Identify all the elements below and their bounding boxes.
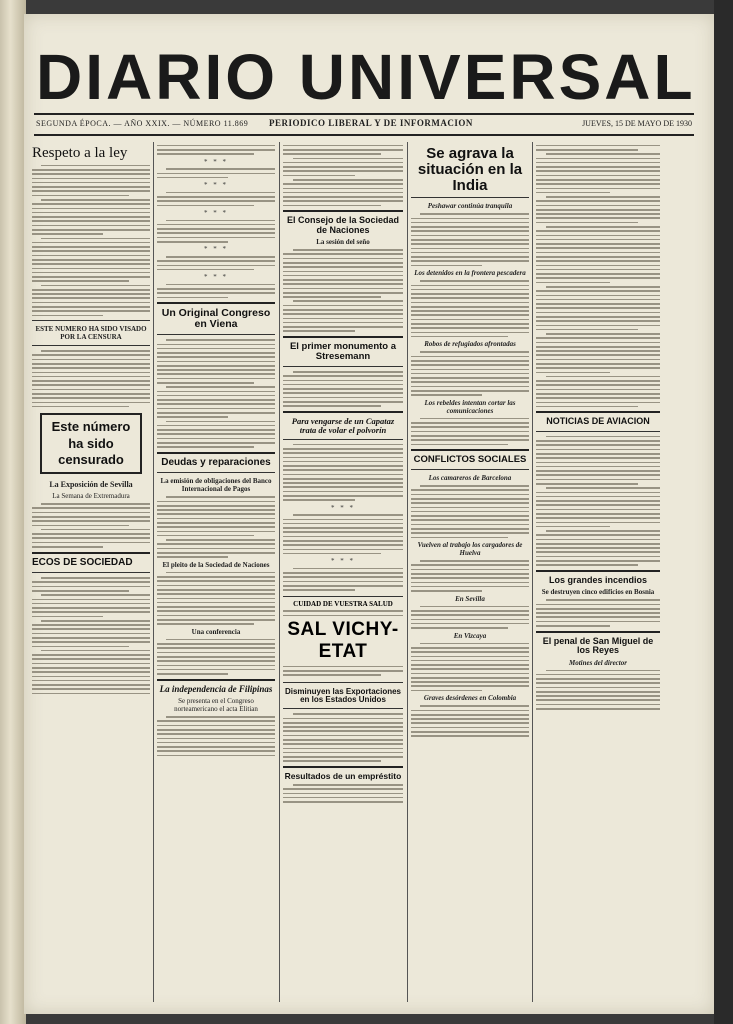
article-body (411, 418, 529, 445)
headline-monument: El primer monumento a Stresemann (289, 341, 397, 362)
article-body: * * * * * * * * * * * * * * * (157, 145, 275, 299)
headline-society: ECOS DE SOCIEDAD (32, 556, 133, 568)
article-body (283, 145, 403, 207)
article-body (283, 784, 403, 803)
article-body (157, 639, 275, 675)
masthead-rule-top (34, 113, 694, 115)
divider (283, 439, 403, 440)
column-2 (157, 142, 275, 1002)
divider (283, 210, 403, 212)
masthead-rule-bottom (34, 134, 694, 136)
subhead-social-1: Los camareros de Barcelona (428, 474, 512, 483)
subhead-india-3: Robos de refugiados afrontadas (424, 340, 516, 349)
divider (157, 679, 275, 681)
divider (411, 469, 529, 470)
headline-fires: Los grandes incendios (548, 574, 648, 585)
column-4 (411, 142, 529, 1002)
headline-respeto: Respeto a la ley (32, 145, 128, 161)
column-divider (153, 142, 154, 1002)
subhead-consejo: La sesión del seño (316, 238, 370, 247)
headline-india: Se agrava la situación en la India (417, 145, 523, 194)
slogan: PERIODICO LIBERAL Y DE INFORMACION (269, 118, 473, 128)
article-body (536, 670, 660, 710)
article-body (32, 165, 150, 316)
subhead-social-2: Vuelven al trabajo los cargadores de Huelva (417, 541, 523, 558)
headline-debts: Deudas y reparaciones (161, 456, 271, 468)
headline-philippines: La independencia de Filipinas (159, 683, 273, 694)
article-body (32, 350, 150, 407)
divider (536, 431, 660, 432)
divider (157, 334, 275, 335)
article-body (32, 577, 150, 694)
masthead-title: DIARIO UNIVERSAL (36, 41, 696, 113)
book-spine (0, 0, 26, 1024)
article-body (411, 213, 529, 266)
article-body (411, 705, 529, 737)
article-body (536, 436, 660, 566)
divider (283, 766, 403, 768)
divider (32, 320, 150, 321)
column-1 (32, 142, 150, 1002)
issue-date: JUEVES, 15 DE MAYO DE 1930 (582, 119, 692, 128)
subhead-expo: La Semana de Extremadura (52, 492, 130, 501)
article-body (157, 572, 275, 625)
subhead-india-1: Peshawar continúa tranquila (427, 202, 513, 211)
article-body (411, 643, 529, 692)
article-body (411, 280, 529, 337)
headline-congress: Un Original Congreso en Viena (161, 307, 271, 331)
subhead-india-4: Los rebeldes intentan cortar las comunicaciones (424, 398, 516, 415)
article-body (157, 496, 275, 558)
article-body (283, 713, 403, 762)
article-body (536, 599, 660, 626)
newspaper-page (24, 14, 714, 1014)
headline-exports: Disminuyen las Exportaciones en los Estados Unidos (284, 686, 402, 704)
article-body (411, 606, 529, 629)
article-body (157, 716, 275, 756)
column-divider (279, 142, 280, 1002)
article-body (283, 249, 403, 332)
article-body (411, 560, 529, 592)
article-body (283, 371, 403, 407)
ad-tagline: CUIDAD DE VUESTRA SALUD (293, 599, 393, 608)
edition-info: SEGUNDA ÉPOCA. — AÑO XXIX. — NÚMERO 11.869 (36, 119, 249, 128)
divider (283, 366, 403, 367)
censor-box: Este número ha sido censurado (40, 413, 142, 474)
headline-pen: El penal de San Miguel de los Reyes (542, 635, 654, 656)
subhead-pen: Motines del director (569, 658, 627, 667)
headline-loan: Resultados de un empréstito (284, 771, 402, 782)
subhead-india-2: Los detenidos en la frontera pescadera (414, 269, 526, 278)
column-3 (283, 142, 403, 1002)
subhead-social-3: En Sevilla (455, 594, 485, 603)
article-body: * * * * * * (283, 444, 403, 591)
subhead-social-4: En Vizcaya (453, 631, 487, 640)
censor-note: ESTE NUMERO HA SIDO VISADO POR LA CENSURA (35, 325, 147, 342)
headline-expo: La Exposición de Sevilla (49, 480, 133, 490)
article-body (411, 485, 529, 538)
divider (536, 570, 660, 572)
article-body (157, 339, 275, 448)
subhead-fires: Se destruyen cinco edificios en Bosnia (541, 588, 655, 597)
divider (32, 572, 150, 573)
ad-brand: SAL VICHY-ETAT (287, 619, 399, 663)
divider (157, 452, 275, 454)
headline-trade: Para vengarse de un Capataz trata de volar el polvorín (291, 415, 395, 435)
divider (536, 631, 660, 633)
divider (283, 336, 403, 338)
article-body (411, 351, 529, 395)
divider (32, 552, 150, 554)
advertisement-vichy (283, 596, 403, 683)
divider (32, 345, 150, 346)
divider (536, 411, 660, 413)
article-body (32, 503, 150, 547)
divider (157, 472, 275, 473)
divider (411, 197, 529, 198)
subhead-philippines: Se presenta en el Congreso norteamericano el acta Elitian (174, 697, 258, 714)
divider (411, 449, 529, 451)
column-5 (536, 142, 660, 1002)
article-body (536, 145, 660, 408)
subhead-debts-2: El pleito de la Sociedad de Naciones (162, 560, 270, 569)
headline-consejo: El Consejo de la Sociedad de Naciones (286, 215, 400, 235)
column-divider (532, 142, 533, 1002)
scan-edge (714, 0, 733, 1024)
divider (157, 302, 275, 304)
headline-social: CONFLICTOS SOCIALES (413, 454, 527, 466)
divider (283, 708, 403, 709)
column-divider (407, 142, 408, 1002)
subhead-debts-3: Una conferencia (191, 627, 241, 636)
masthead-subbar (34, 116, 694, 132)
headline-aviation: NOTICIAS DE AVIACION (546, 416, 650, 427)
subhead-debts-1: La emisión de obligaciones del Banco Internacional de Pagos (160, 477, 272, 494)
divider (283, 411, 403, 413)
subhead-social-5: Graves desórdenes en Colombia (423, 694, 517, 703)
